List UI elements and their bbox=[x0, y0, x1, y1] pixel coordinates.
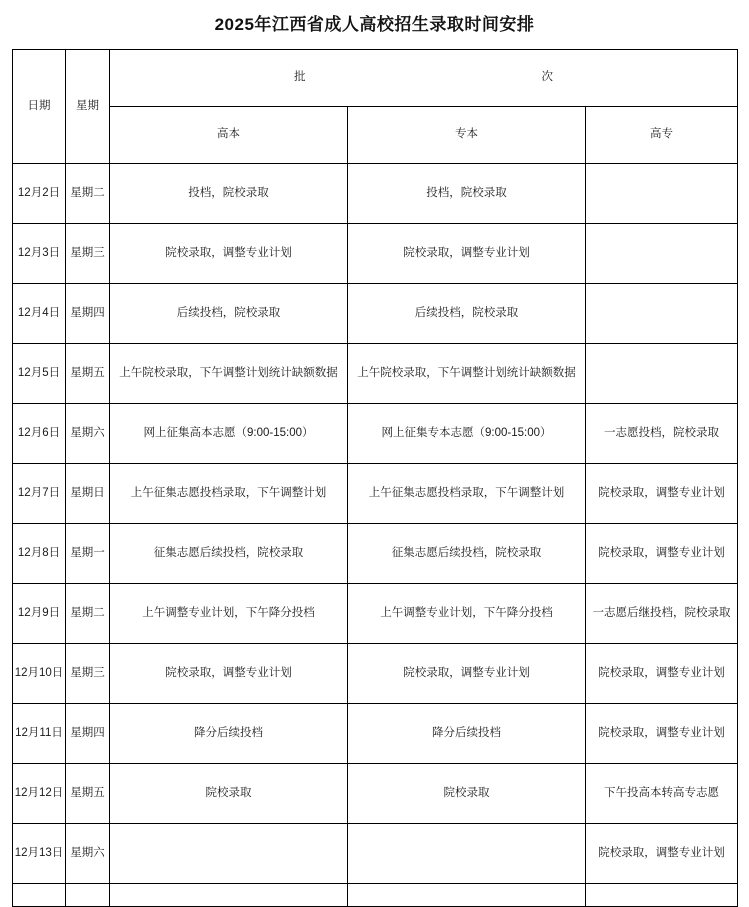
header-date: 日期 bbox=[13, 50, 66, 164]
cell-zhuanben bbox=[348, 884, 586, 907]
header-week: 星期 bbox=[66, 50, 110, 164]
cell-zhuanben: 上午征集志愿投档录取，下午调整计划 bbox=[348, 464, 586, 524]
cell-zhuanben: 征集志愿后续投档，院校录取 bbox=[348, 524, 586, 584]
cell-gaoben: 上午院校录取，下午调整计划统计缺额数据 bbox=[110, 344, 348, 404]
cell-gaozhuan: 一志愿投档，院校录取 bbox=[586, 404, 738, 464]
page-title: 2025年江西省成人高校招生录取时间安排 bbox=[214, 15, 535, 34]
table-row bbox=[13, 644, 738, 704]
cell-gaozhuan bbox=[586, 224, 738, 284]
cell-gaozhuan bbox=[586, 164, 738, 224]
cell-zhuanben: 投档，院校录取 bbox=[348, 164, 586, 224]
cell-gaoben: 院校录取，调整专业计划 bbox=[110, 224, 348, 284]
cell-date: 12月7日 bbox=[13, 464, 66, 524]
cell-gaoben bbox=[110, 824, 348, 884]
header-batch-zhuanben: 专本 bbox=[348, 107, 586, 164]
cell-date: 12月6日 bbox=[13, 404, 66, 464]
cell-gaoben: 上午调整专业计划，下午降分投档 bbox=[110, 584, 348, 644]
cell-week: 星期三 bbox=[66, 644, 110, 704]
cell-gaoben: 院校录取，调整专业计划 bbox=[110, 644, 348, 704]
table-row bbox=[13, 404, 738, 464]
cell-gaozhuan: 下午投高本转高专志愿 bbox=[586, 764, 738, 824]
cell-week: 星期六 bbox=[66, 404, 110, 464]
cell-date: 12月9日 bbox=[13, 584, 66, 644]
cell-zhuanben: 后续投档，院校录取 bbox=[348, 284, 586, 344]
cell-zhuanben: 上午调整专业计划，下午降分投档 bbox=[348, 584, 586, 644]
cell-date bbox=[13, 884, 66, 907]
admission-schedule-table bbox=[12, 49, 738, 907]
table-body bbox=[13, 164, 738, 907]
table-row bbox=[13, 284, 738, 344]
cell-week: 星期五 bbox=[66, 344, 110, 404]
header-batch-gaozhuan: 高专 bbox=[586, 107, 738, 164]
cell-week: 星期一 bbox=[66, 524, 110, 584]
cell-zhuanben: 网上征集专本志愿（9:00-15:00） bbox=[348, 404, 586, 464]
cell-gaozhuan bbox=[586, 284, 738, 344]
header-batch: 批 次 bbox=[110, 50, 738, 107]
table-header-row-1 bbox=[13, 50, 738, 107]
cell-zhuanben: 降分后续投档 bbox=[348, 704, 586, 764]
cell-week: 星期五 bbox=[66, 764, 110, 824]
cell-week: 星期日 bbox=[66, 464, 110, 524]
cell-gaoben: 上午征集志愿投档录取，下午调整计划 bbox=[110, 464, 348, 524]
cell-zhuanben: 上午院校录取，下午调整计划统计缺额数据 bbox=[348, 344, 586, 404]
cell-gaozhuan: 院校录取，调整专业计划 bbox=[586, 704, 738, 764]
cell-gaoben: 降分后续投档 bbox=[110, 704, 348, 764]
cell-date: 12月13日 bbox=[13, 824, 66, 884]
cell-gaozhuan bbox=[586, 884, 738, 907]
cell-gaozhuan: 院校录取，调整专业计划 bbox=[586, 464, 738, 524]
cell-gaoben: 院校录取 bbox=[110, 764, 348, 824]
table-row bbox=[13, 764, 738, 824]
table-row-partial bbox=[13, 884, 738, 907]
cell-gaozhuan: 一志愿后继投档，院校录取 bbox=[586, 584, 738, 644]
table-header-row-2 bbox=[13, 107, 738, 164]
cell-date: 12月12日 bbox=[13, 764, 66, 824]
table-header bbox=[13, 50, 738, 164]
cell-date: 12月4日 bbox=[13, 284, 66, 344]
cell-week: 星期二 bbox=[66, 584, 110, 644]
cell-week bbox=[66, 884, 110, 907]
table-row bbox=[13, 824, 738, 884]
cell-date: 12月2日 bbox=[13, 164, 66, 224]
cell-zhuanben: 院校录取，调整专业计划 bbox=[348, 644, 586, 704]
cell-date: 12月10日 bbox=[13, 644, 66, 704]
cell-date: 12月11日 bbox=[13, 704, 66, 764]
cell-week: 星期二 bbox=[66, 164, 110, 224]
cell-date: 12月5日 bbox=[13, 344, 66, 404]
header-batch-gaoben: 高本 bbox=[110, 107, 348, 164]
cell-gaozhuan: 院校录取，调整专业计划 bbox=[586, 644, 738, 704]
cell-gaoben: 投档，院校录取 bbox=[110, 164, 348, 224]
table-row bbox=[13, 224, 738, 284]
cell-date: 12月3日 bbox=[13, 224, 66, 284]
cell-gaoben bbox=[110, 884, 348, 907]
cell-gaozhuan bbox=[586, 344, 738, 404]
cell-zhuanben bbox=[348, 824, 586, 884]
cell-gaoben: 网上征集高本志愿（9:00-15:00） bbox=[110, 404, 348, 464]
table-row bbox=[13, 704, 738, 764]
table-row bbox=[13, 344, 738, 404]
cell-week: 星期四 bbox=[66, 284, 110, 344]
cell-gaozhuan: 院校录取，调整专业计划 bbox=[586, 524, 738, 584]
table-row bbox=[13, 464, 738, 524]
cell-gaozhuan: 院校录取，调整专业计划 bbox=[586, 824, 738, 884]
cell-date: 12月8日 bbox=[13, 524, 66, 584]
table-row bbox=[13, 164, 738, 224]
cell-week: 星期三 bbox=[66, 224, 110, 284]
table-row bbox=[13, 524, 738, 584]
schedule-table-wrapper bbox=[0, 49, 749, 907]
cell-zhuanben: 院校录取，调整专业计划 bbox=[348, 224, 586, 284]
cell-gaoben: 征集志愿后续投档，院校录取 bbox=[110, 524, 348, 584]
cell-gaoben: 后续投档，院校录取 bbox=[110, 284, 348, 344]
cell-week: 星期六 bbox=[66, 824, 110, 884]
cell-week: 星期四 bbox=[66, 704, 110, 764]
table-row bbox=[13, 584, 738, 644]
cell-zhuanben: 院校录取 bbox=[348, 764, 586, 824]
